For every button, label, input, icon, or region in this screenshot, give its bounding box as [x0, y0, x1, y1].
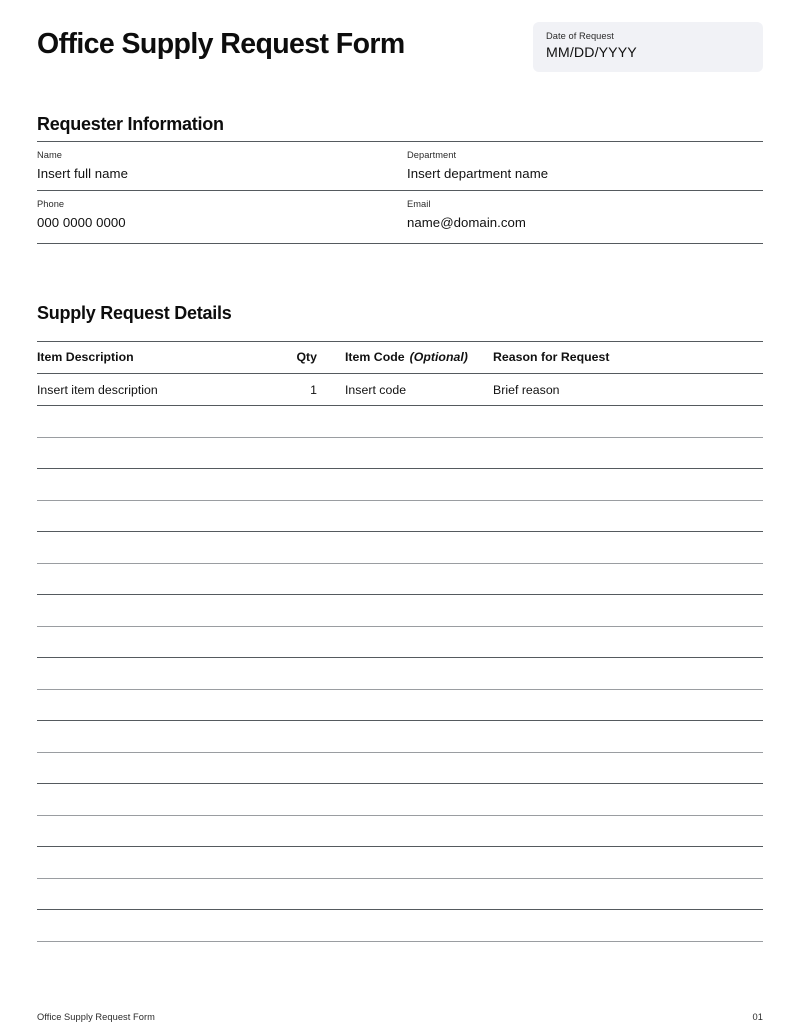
field-name-label: Name — [37, 150, 62, 160]
table-blank-row-line[interactable] — [37, 594, 763, 595]
field-email-label: Email — [407, 199, 431, 209]
table-header-qty: Qty — [296, 350, 317, 364]
table-blank-row-line[interactable] — [37, 878, 763, 879]
table-header-item-code — [345, 350, 468, 364]
table-blank-row-line[interactable] — [37, 626, 763, 627]
table-blank-row-line[interactable] — [37, 720, 763, 721]
table-blank-row-line[interactable] — [37, 657, 763, 658]
table-blank-row-line[interactable] — [37, 909, 763, 910]
field-phone-value[interactable]: 000 0000 0000 — [37, 215, 126, 231]
table-blank-row-line[interactable] — [37, 437, 763, 438]
field-name-value[interactable]: Insert full name — [37, 166, 128, 182]
footer-page-number: 01 — [752, 1012, 763, 1022]
table-rule-header-bottom — [37, 373, 763, 374]
table-blank-row-line[interactable] — [37, 815, 763, 816]
table-header-reason-for-request: Reason for Request — [493, 350, 610, 364]
field-department[interactable] — [407, 150, 548, 182]
field-phone-label: Phone — [37, 199, 65, 209]
field-department-label: Department — [407, 150, 457, 160]
date-of-request-box[interactable] — [533, 22, 763, 72]
field-email[interactable] — [407, 199, 526, 231]
table-header-item-code-optional: (Optional) — [409, 350, 468, 364]
requester-information-heading: Requester Information — [37, 114, 224, 134]
supply-request-details-heading: Supply Request Details — [37, 303, 232, 323]
requester-rule-bottom — [37, 243, 763, 244]
date-of-request-value[interactable]: MM/DD/YYYY — [546, 45, 637, 62]
page-title: Office Supply Request Form — [37, 28, 405, 60]
requester-rule-middle — [37, 190, 763, 191]
table-blank-row-line[interactable] — [37, 531, 763, 532]
field-name[interactable] — [37, 150, 128, 182]
table-blank-row-line[interactable] — [37, 752, 763, 753]
table-blank-row-line[interactable] — [37, 689, 763, 690]
table-blank-row-line[interactable] — [37, 846, 763, 847]
table-blank-row-line[interactable] — [37, 500, 763, 501]
table-blank-row-line[interactable] — [37, 405, 763, 406]
field-department-value[interactable]: Insert department name — [407, 166, 549, 182]
requester-rule-top — [37, 141, 763, 142]
table-cell-qty[interactable]: 1 — [310, 383, 317, 397]
footer-document-name: Office Supply Request Form — [37, 1012, 155, 1022]
table-rule-header-top — [37, 341, 763, 342]
table-blank-row-line[interactable] — [37, 783, 763, 784]
table-header-item-code-text: Item Code — [345, 350, 405, 364]
table-header-item-description: Item Description — [37, 350, 134, 364]
date-of-request-label: Date of Request — [546, 31, 614, 41]
field-email-value[interactable]: name@domain.com — [407, 215, 526, 231]
table-blank-row-line[interactable] — [37, 941, 763, 942]
table-blank-row-line[interactable] — [37, 468, 763, 469]
table-cell-reason[interactable]: Brief reason — [493, 383, 560, 397]
table-cell-code[interactable]: Insert code — [345, 383, 407, 397]
table-cell-description[interactable]: Insert item description — [37, 383, 158, 397]
table-blank-row-line[interactable] — [37, 563, 763, 564]
field-phone[interactable] — [37, 199, 126, 231]
